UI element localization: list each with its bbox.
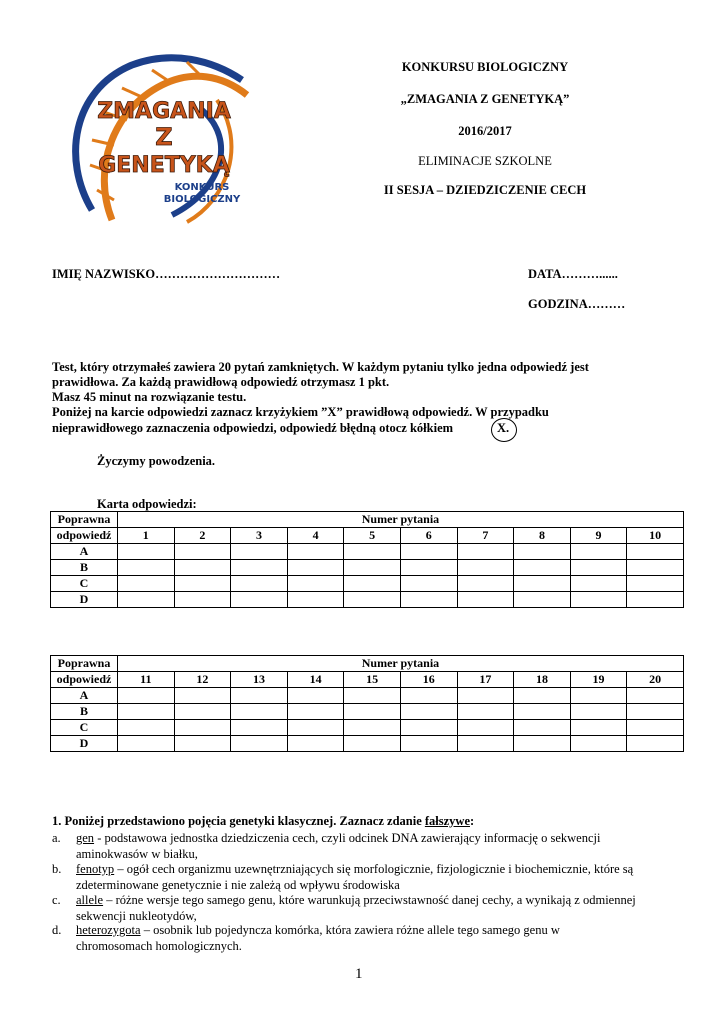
- question-number: 19: [570, 672, 627, 688]
- answer-cell[interactable]: [344, 560, 401, 576]
- option-term: fenotyp: [76, 862, 115, 876]
- answer-option-d[interactable]: [52, 922, 652, 954]
- answer-cell[interactable]: [174, 704, 231, 720]
- question-number: 14: [287, 672, 344, 688]
- answer-cell[interactable]: [287, 688, 344, 704]
- answer-cell[interactable]: [174, 560, 231, 576]
- circle-mark: [491, 418, 517, 442]
- header-session: II SESJA – DZIEDZICZENIE CECH: [383, 183, 587, 197]
- answer-cell[interactable]: [344, 592, 401, 608]
- option-label: C: [51, 720, 118, 736]
- question-number: 7: [457, 528, 514, 544]
- answer-cell[interactable]: [174, 736, 231, 752]
- answer-cell[interactable]: [174, 576, 231, 592]
- answer-cell[interactable]: [570, 688, 627, 704]
- instruction-line-3: Masz 45 minut na rozwiązanie testu.: [52, 390, 247, 404]
- answer-cell[interactable]: [231, 704, 288, 720]
- answer-cell[interactable]: [231, 560, 288, 576]
- question-1-prompt: [52, 814, 474, 829]
- answer-cell[interactable]: [457, 720, 514, 736]
- answer-cell[interactable]: [570, 560, 627, 576]
- answer-cell[interactable]: [400, 736, 457, 752]
- option-text-continued: sekwencji nukleotydów,: [76, 909, 197, 923]
- answer-card-title: Karta odpowiedzi:: [97, 497, 197, 511]
- question-number: 5: [344, 528, 401, 544]
- instruction-line-5: nieprawidłowego zaznaczenia odpowiedzi, odpowiedź błędną otocz kółkiem: [52, 421, 454, 435]
- answer-cell[interactable]: [344, 688, 401, 704]
- table-row: [51, 528, 684, 544]
- answer-cell[interactable]: [457, 576, 514, 592]
- answer-cell[interactable]: [344, 720, 401, 736]
- table-row: [51, 736, 684, 752]
- option-letter: a.: [52, 831, 61, 845]
- hour-field[interactable]: GODZINA………: [528, 297, 626, 311]
- answer-cell[interactable]: [457, 560, 514, 576]
- logo-text-4: KONKURS: [174, 182, 230, 193]
- answer-cell[interactable]: [457, 592, 514, 608]
- answer-cell[interactable]: [570, 720, 627, 736]
- answer-cell[interactable]: [287, 704, 344, 720]
- question-number: 12: [174, 672, 231, 688]
- question-prompt-text: 1. Poniżej przedstawiono pojęcia genetyki klasycznej. Zaznacz zdanie: [52, 814, 425, 828]
- answer-cell[interactable]: [344, 576, 401, 592]
- answer-cell[interactable]: [287, 544, 344, 560]
- answer-cell[interactable]: [344, 704, 401, 720]
- option-text-continued: zdeterminowane genetycznie i nie zależą od wpływu środowiska: [76, 878, 400, 892]
- option-term: gen: [76, 831, 95, 845]
- answer-cell[interactable]: [627, 720, 684, 736]
- question-number: 18: [514, 672, 571, 688]
- answer-cell[interactable]: [570, 592, 627, 608]
- wish-text: Życzymy powodzenia.: [97, 454, 216, 468]
- name-field[interactable]: IMIĘ NAZWISKO…………………………: [52, 267, 281, 281]
- answer-cell[interactable]: [514, 544, 571, 560]
- answer-cell[interactable]: [400, 688, 457, 704]
- header-title: „ZMAGANIA Z GENETYKĄ”: [400, 92, 570, 106]
- question-number: 17: [457, 672, 514, 688]
- answer-cell[interactable]: [457, 736, 514, 752]
- question-number: 20: [627, 672, 684, 688]
- answer-option-a[interactable]: [52, 830, 652, 862]
- answer-cell[interactable]: [287, 720, 344, 736]
- option-label: A: [51, 688, 118, 704]
- table-row: [51, 592, 684, 608]
- option-text-continued: chromosomach homologicznych.: [76, 939, 242, 953]
- answer-cell[interactable]: [514, 736, 571, 752]
- answer-cell[interactable]: [287, 576, 344, 592]
- answer-option-c[interactable]: [52, 892, 652, 924]
- answer-cell[interactable]: [344, 544, 401, 560]
- option-text: – ogół cech organizmu uzewnętrzniających się morfologicznie, fizjologicznie i biochemicznie, które są: [114, 862, 634, 876]
- answer-cell[interactable]: [570, 704, 627, 720]
- answer-cell[interactable]: [118, 592, 175, 608]
- question-number: 13: [231, 672, 288, 688]
- question-prompt-emphasis: fałszywe: [424, 814, 470, 828]
- question-number: 10: [627, 528, 684, 544]
- question-number: 6: [400, 528, 457, 544]
- table-row: [51, 688, 684, 704]
- answer-cell[interactable]: [514, 704, 571, 720]
- circled-x-example: X.: [497, 421, 510, 435]
- answer-cell[interactable]: [514, 560, 571, 576]
- option-term: heterozygota: [76, 923, 141, 937]
- instruction-line-2: prawidłowa. Za każdą prawidłową odpowiedź otrzymasz 1 pkt.: [52, 375, 390, 389]
- column-label-top: Poprawna: [51, 512, 118, 528]
- answer-cell[interactable]: [570, 544, 627, 560]
- answer-cell[interactable]: [174, 544, 231, 560]
- answer-cell[interactable]: [457, 688, 514, 704]
- answer-cell[interactable]: [627, 736, 684, 752]
- page-number: 1: [355, 966, 363, 982]
- answer-option-b[interactable]: [52, 861, 652, 893]
- option-text: – osobnik lub pojedyncza komórka, która zawiera różne allele tego samego genu w: [140, 923, 560, 937]
- table-row: [51, 704, 684, 720]
- answer-cell[interactable]: [118, 576, 175, 592]
- answer-cell[interactable]: [570, 576, 627, 592]
- answer-cell[interactable]: [118, 544, 175, 560]
- question-number: 4: [287, 528, 344, 544]
- answer-cell[interactable]: [118, 704, 175, 720]
- option-label: C: [51, 576, 118, 592]
- option-label: D: [51, 736, 118, 752]
- answer-cell[interactable]: [400, 704, 457, 720]
- answer-cell[interactable]: [570, 736, 627, 752]
- question-number: 11: [118, 672, 175, 688]
- question-number-header: Numer pytania: [118, 512, 684, 528]
- answer-cell[interactable]: [400, 576, 457, 592]
- question-number: 3: [231, 528, 288, 544]
- column-label-top: Poprawna: [51, 656, 118, 672]
- answer-table-2: [50, 655, 684, 752]
- date-field[interactable]: DATA………......: [528, 267, 618, 281]
- answer-cell[interactable]: [174, 592, 231, 608]
- table-row: [51, 720, 684, 736]
- instruction-line-1: Test, który otrzymałeś zawiera 20 pytań zamkniętych. W każdym pytaniu tylko jedna odpowiedź jest: [52, 360, 589, 374]
- answer-cell[interactable]: [118, 688, 175, 704]
- answer-cell[interactable]: [231, 688, 288, 704]
- answer-cell[interactable]: [627, 592, 684, 608]
- answer-cell[interactable]: [231, 592, 288, 608]
- question-prompt-end: :: [470, 814, 475, 828]
- option-label: D: [51, 592, 118, 608]
- option-letter: b.: [52, 862, 62, 876]
- question-number: 2: [174, 528, 231, 544]
- answer-cell[interactable]: [514, 576, 571, 592]
- option-label: B: [51, 560, 118, 576]
- answer-cell[interactable]: [400, 720, 457, 736]
- answer-cell[interactable]: [287, 592, 344, 608]
- question-number: 9: [570, 528, 627, 544]
- logo-text-2: Z: [155, 123, 173, 151]
- answer-cell[interactable]: [231, 576, 288, 592]
- answer-cell[interactable]: [287, 736, 344, 752]
- answer-cell[interactable]: [457, 544, 514, 560]
- question-number: 1: [118, 528, 175, 544]
- answer-cell[interactable]: [118, 560, 175, 576]
- contest-logo: [52, 50, 252, 228]
- answer-cell[interactable]: [231, 736, 288, 752]
- header-stage: ELIMINACJE SZKOLNE: [418, 154, 552, 168]
- answer-cell[interactable]: [627, 688, 684, 704]
- column-label-bottom: odpowiedź: [51, 528, 118, 544]
- answer-cell[interactable]: [400, 560, 457, 576]
- answer-cell[interactable]: [514, 592, 571, 608]
- answer-cell[interactable]: [344, 736, 401, 752]
- answer-cell[interactable]: [627, 544, 684, 560]
- answer-cell[interactable]: [457, 704, 514, 720]
- header-year: 2016/2017: [458, 124, 512, 138]
- question-number: 16: [400, 672, 457, 688]
- answer-cell[interactable]: [627, 704, 684, 720]
- table-row: [51, 576, 684, 592]
- answer-cell[interactable]: [514, 688, 571, 704]
- answer-cell[interactable]: [231, 544, 288, 560]
- option-label: B: [51, 704, 118, 720]
- option-label: A: [51, 544, 118, 560]
- instruction-line-4: Poniżej na karcie odpowiedzi zaznacz krzyżykiem ”X” prawidłową odpowiedź. W przypadku: [52, 405, 549, 419]
- dna-logo-graphic: [52, 50, 252, 228]
- logo-text-5: BIOLOGICZNY: [163, 194, 241, 205]
- option-text-continued: aminokwasów w białku,: [76, 847, 198, 861]
- logo-text-1: ZMAGANIA: [97, 99, 231, 124]
- option-term: allele: [76, 893, 104, 907]
- answer-cell[interactable]: [400, 592, 457, 608]
- table-row: [51, 560, 684, 576]
- option-letter: c.: [52, 893, 61, 907]
- header-contest: KONKURSU BIOLOGICZNY: [401, 60, 569, 74]
- answer-cell[interactable]: [400, 544, 457, 560]
- logo-text-3: GENETYKĄ: [98, 153, 230, 178]
- answer-cell[interactable]: [514, 720, 571, 736]
- answer-cell[interactable]: [627, 576, 684, 592]
- column-label-bottom: odpowiedź: [51, 672, 118, 688]
- answer-cell[interactable]: [118, 736, 175, 752]
- answer-cell[interactable]: [174, 720, 231, 736]
- question-number: 15: [344, 672, 401, 688]
- answer-cell[interactable]: [174, 688, 231, 704]
- table-row: [51, 544, 684, 560]
- option-text: – różne wersje tego samego genu, które warunkują przeciwstawność danej cechy, a wynikają z odmiennej: [103, 893, 636, 907]
- question-number: 8: [514, 528, 571, 544]
- table-row: [51, 672, 684, 688]
- option-text: - podstawowa jednostka dziedziczenia cech, czyli odcinek DNA zawierający informację o sekwencji: [94, 831, 601, 845]
- answer-cell[interactable]: [231, 720, 288, 736]
- answer-cell[interactable]: [627, 560, 684, 576]
- question-number-header: Numer pytania: [118, 656, 684, 672]
- answer-table-1: [50, 511, 684, 608]
- answer-cell[interactable]: [287, 560, 344, 576]
- option-letter: d.: [52, 923, 62, 937]
- answer-cell[interactable]: [118, 720, 175, 736]
